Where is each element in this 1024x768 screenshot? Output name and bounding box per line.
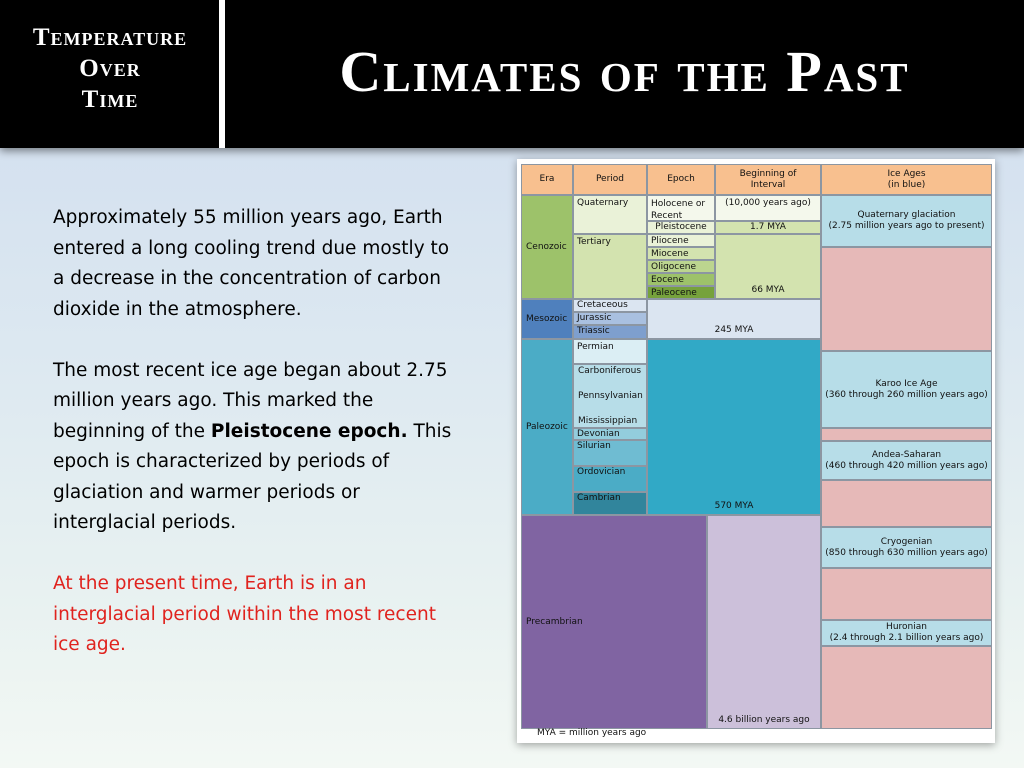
warm-period: [821, 480, 992, 527]
period-pennsylvanian-label: Pennsylvanian: [578, 391, 643, 401]
section-label-line: Temperature: [32, 24, 188, 51]
period-carboniferous-label: Carboniferous: [578, 366, 642, 376]
header-ice-line: (in blue): [887, 179, 926, 190]
era-mesozoic: Mesozoic: [521, 299, 573, 339]
beginning-pleistocene: 1.7 MYA: [715, 221, 821, 234]
epoch-holocene: [647, 195, 715, 221]
ice-age-andean-saharan: [821, 441, 992, 480]
ice-age-name: Karoo Ice Age: [875, 378, 938, 389]
period-permian: Permian: [573, 339, 647, 364]
ice-age-range: (850 through 630 million years ago): [825, 547, 988, 558]
period-triassic: Triassic: [573, 325, 647, 339]
slide-header: [0, 0, 1024, 148]
period-silurian: Silurian: [573, 440, 647, 466]
era-precambrian: Precambrian: [521, 515, 707, 729]
paragraph-present-time: At the present time, Earth is in an interglacial period within the most recent ice age.: [53, 573, 436, 655]
ice-age-range: (2.4 through 2.1 billion years ago): [829, 633, 984, 643]
ice-age-range: (2.75 million years ago to present): [828, 221, 985, 231]
ice-age-karoo: [821, 351, 992, 428]
beginning-mesozoic: [647, 299, 821, 339]
beginning-mesozoic-label: 245 MYA: [714, 325, 754, 335]
paragraph-text: The most recent ice age began about 2.75 million years ago. This marked the beginning of the: [53, 359, 448, 442]
section-label: [0, 22, 220, 115]
ice-age-quaternary: [821, 195, 992, 247]
epoch-paleocene: Paleocene: [647, 286, 715, 299]
period-mississippian-label: Mississippian: [578, 416, 638, 426]
era-cenozoic: Cenozoic: [521, 195, 573, 299]
geologic-time-table: [517, 159, 995, 743]
beginning-precambrian-label: 4.6 billion years ago: [718, 715, 810, 725]
epoch-holocene-line: Recent: [651, 211, 683, 221]
paragraph-text: This epoch is characterized by periods of glaciation and warmer periods or interglacial periods.: [53, 420, 452, 533]
header-epoch: Epoch: [647, 164, 715, 195]
period-jurassic: Jurassic: [573, 312, 647, 325]
period-ordovician: Ordovician: [573, 466, 647, 492]
period-cretaceous: Cretaceous: [573, 299, 647, 312]
paragraph-recent-ice-age: [53, 356, 453, 539]
header-divider: [219, 0, 225, 148]
pleistocene-term: Pleistocene epoch.: [210, 420, 408, 442]
beginning-paleozoic-label: 570 MYA: [714, 501, 754, 511]
epoch-pleistocene: Pleistocene: [647, 221, 715, 234]
warm-period: [821, 247, 992, 351]
era-paleozoic: Paleozoic: [521, 339, 573, 515]
beginning-tertiary-label: 66 MYA: [751, 285, 785, 295]
section-label-line: Time: [81, 86, 139, 113]
header-ice-ages: [821, 164, 992, 195]
beginning-paleozoic: [647, 339, 821, 515]
period-tertiary: Tertiary: [573, 234, 647, 299]
section-label-line: Over: [79, 55, 141, 82]
period-cambrian: Cambrian: [573, 492, 647, 515]
epoch-oligocene: Oligocene: [647, 260, 715, 273]
epoch-miocene: Miocene: [647, 247, 715, 260]
warm-period: [821, 568, 992, 620]
ice-age-name: Huronian: [886, 622, 927, 632]
ice-age-name: Cryogenian: [880, 536, 933, 547]
header-period: Period: [573, 164, 647, 195]
header-era: Era: [521, 164, 573, 195]
period-carboniferous: [573, 364, 647, 428]
epoch-holocene-line: Holocene or: [651, 199, 706, 209]
header-beginning: [715, 164, 821, 195]
period-devonian: Devonian: [573, 428, 647, 440]
ice-age-range: (360 through 260 million years ago): [825, 389, 988, 400]
header-beginning-line: Beginning of: [739, 168, 797, 179]
slide-title: Climates of the Past: [339, 39, 910, 104]
beginning-tertiary: [715, 234, 821, 299]
ice-age-cryogenian: [821, 527, 992, 568]
warm-period: [821, 646, 992, 729]
ice-age-huronian: [821, 620, 992, 646]
warm-period: [821, 428, 992, 441]
beginning-holocene: (10,000 years ago): [715, 195, 821, 221]
ice-age-name: Andea-Saharan: [871, 449, 942, 460]
header-ice-line: Ice Ages: [887, 168, 926, 179]
epoch-eocene: Eocene: [647, 273, 715, 286]
epoch-pliocene: Pliocene: [647, 234, 715, 247]
header-beginning-line: Interval: [750, 179, 786, 190]
ice-age-range: (460 through 420 million years ago): [825, 460, 988, 471]
table-footnote: MYA = million years ago: [537, 728, 647, 738]
period-quaternary: Quaternary: [573, 195, 647, 234]
paragraph-cooling-trend: Approximately 55 million years ago, Earth entered a long cooling trend due mostly to a decrease in the concentration of carbon dioxide in the atmosphere.: [53, 207, 450, 320]
ice-age-name: Quaternary glaciation: [857, 210, 956, 220]
body-text: [53, 203, 453, 691]
beginning-precambrian: [707, 515, 821, 729]
